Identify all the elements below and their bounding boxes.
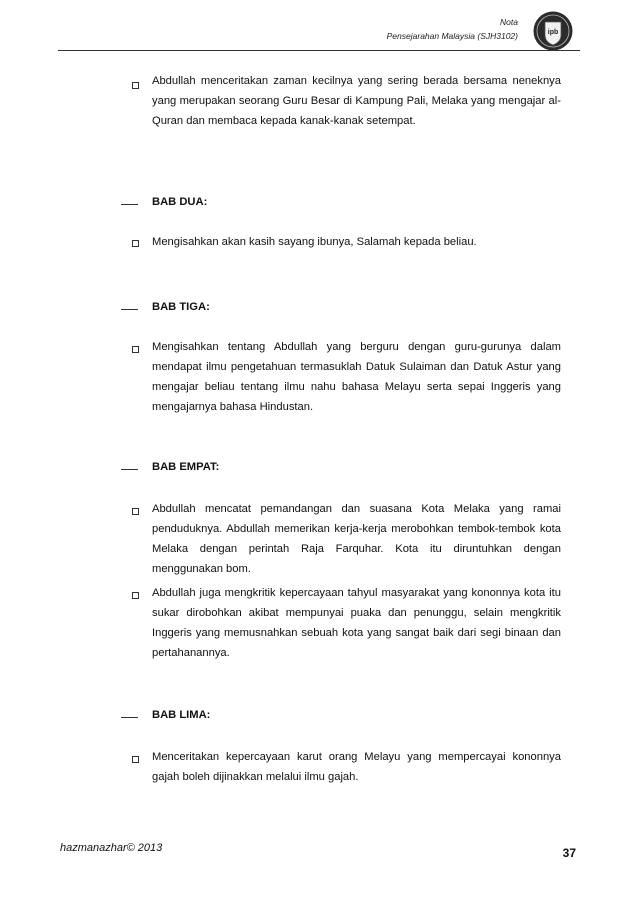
footer-author: hazmanazhar© 2013 (60, 842, 163, 854)
bullet-icon (132, 592, 139, 599)
dash-icon (121, 309, 138, 310)
institution-logo (532, 10, 574, 52)
bullet-icon (132, 82, 139, 89)
dash-icon (121, 204, 138, 205)
section-title-bab-tiga: BAB TIGA: (152, 301, 210, 313)
paragraph-text: Abdullah menceritakan zaman kecilnya yang sering berada bersama neneknya yang merupakan seorang Guru Besar di Kampung Pali, Melaka yang mengajar al-Quran dan membaca kepada kanak-kanak setempat. (152, 75, 561, 127)
header-course-title: Pensejarahan Malaysia (SJH3102) (386, 31, 518, 41)
svg-text:ipb: ipb (547, 29, 559, 36)
bullet-icon (132, 508, 139, 515)
bullet-icon (132, 756, 139, 763)
paragraph-text: Mengisahkan akan kasih sayang ibunya, Salamah kepada beliau. (152, 236, 477, 248)
paragraph-text: Mengisahkan tentang Abdullah yang berguru dengan guru-gurunya dalam mendapat ilmu pengetahuan termasuklah Datuk Sulaiman dan Datuk Astur yang mengajar beliau tentang ilmu nahu bahasa Melayu serta sepai Inggeris yang mengajarnya bahasa Hindustan. (152, 341, 561, 413)
paragraph-text: Menceritakan kepercayaan karut orang Melayu yang mempercayai kononnya gajah boleh dijinakkan melalui ilmu gajah. (152, 751, 561, 783)
section-title-bab-lima: BAB LIMA: (152, 709, 211, 721)
header-divider (58, 50, 580, 51)
section-title-bab-empat: BAB EMPAT: (152, 461, 220, 473)
paragraph-text: Abdullah juga mengkritik kepercayaan tahyul masyarakat yang kononnya kota itu sukar dirobohkan akibat mempunyai puaka dan penunggu, selain mengkritik Inggeris yang memusnahkan sebuah kota yang sangat baik dari segi binaan dan pertahanannya. (152, 587, 561, 659)
header-note-label: Nota (500, 17, 518, 27)
dash-icon (121, 717, 138, 718)
bullet-icon (132, 346, 139, 353)
section-title-bab-dua: BAB DUA: (152, 196, 208, 208)
bullet-icon (132, 240, 139, 247)
page-number: 37 (562, 846, 576, 860)
dash-icon (121, 469, 138, 470)
paragraph-text: Abdullah mencatat pemandangan dan suasana Kota Melaka yang ramai penduduknya. Abdullah memerikan kerja-kerja merobohkan tembok-tembok kota Melaka dengan perintah Raja Farquhar. Kota itu diruntuhkan dengan menggunakan bom. (152, 503, 561, 575)
